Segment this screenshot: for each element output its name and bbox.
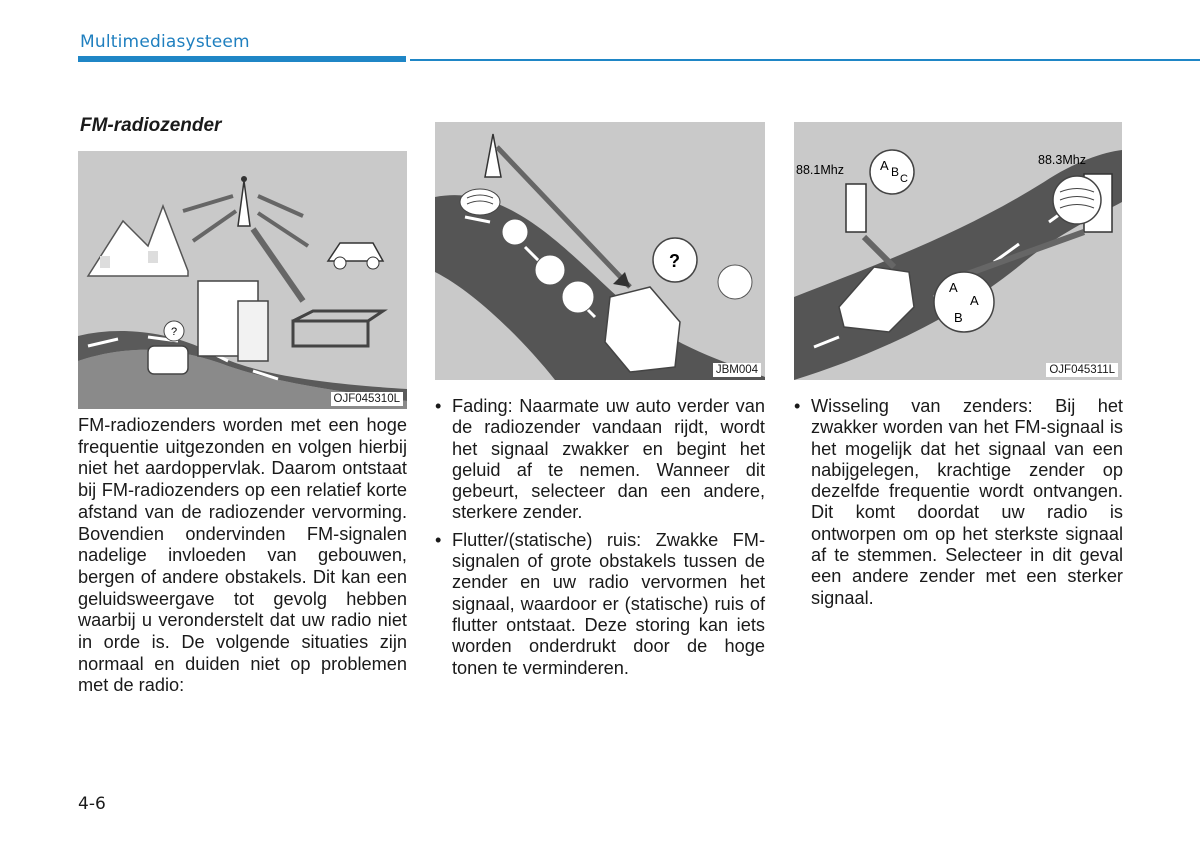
figure-fm-obstacles: [78, 151, 407, 409]
bullet-text-switching: Wisseling van zenders: Bij het zwakker worden van het FM-signaal is het mogelijk dat het signaal van een nabijgelegen, krachtige zender op dezelfde frequentie wordt ontvangen. Dit komt doordat uw radio is ontworpen om op het sterkste signaal af te stemmen. Selecteer in dit geval een andere zender met een sterker signaal.: [811, 396, 1123, 608]
figure-fading: [435, 122, 765, 380]
bullet-marker: •: [794, 396, 801, 416]
list-item: [435, 530, 765, 679]
fading-illustration: [435, 122, 765, 380]
figure-code: OJF045311L: [1046, 363, 1118, 377]
page-number: 4-6: [78, 794, 106, 814]
figure-code: OJF045310L: [331, 392, 404, 406]
svg-text:B: B: [954, 310, 963, 325]
section-title: FM-radiozender: [80, 115, 222, 136]
intro-paragraph: FM-radiozenders worden met een hoge frequentie uitgezonden en volgen hierbij niet het aardoppervlak. Daarom ontstaat bij FM-radiozenders op een relatief korte afstand van de radiozender vervorming. Bovendien ondervinden FM-signalen nadelige invloeden van gebouwen, bergen of andere obstakels. Dit kan een geluidsweergave tot gevolg hebben waarbij u veronderstelt dat uw radio niet in orde is. De volgende situaties zijn normaal en duiden niet op problemen met de radio:: [78, 415, 407, 696]
figure-code: JBM004: [713, 363, 761, 377]
bullet-marker: •: [435, 529, 442, 550]
frequency-label-right: 88.3Mhz: [1038, 153, 1086, 167]
running-header: Multimediasysteem: [80, 32, 250, 52]
svg-text:?: ?: [171, 326, 178, 338]
figure-station-switching: [794, 122, 1122, 380]
svg-text:B: B: [891, 165, 900, 179]
bullet-text-fading: Fading: Naarmate uw auto verder van de radiozender vandaan rijdt, wordt het signaal zwakker en begint het geluid af te nemen. Wanneer dit gebeurt, selecteer dan een andere, sterkere zender.: [452, 396, 765, 523]
list-item: [794, 396, 1123, 609]
bullet-list-fading-flutter: [435, 396, 765, 685]
svg-text:C: C: [900, 173, 908, 185]
svg-text:A: A: [949, 280, 958, 295]
svg-text:?: ?: [669, 251, 680, 271]
header-rule-thin: [410, 59, 1200, 61]
list-item: [435, 396, 765, 524]
bullet-list-station-switching: [794, 396, 1123, 615]
bullet-marker: •: [435, 396, 442, 416]
svg-text:A: A: [880, 158, 889, 173]
svg-text:A: A: [970, 293, 979, 308]
fm-obstacles-illustration: [78, 151, 407, 409]
station-switching-illustration: [794, 122, 1122, 380]
header-rule-thick: [78, 56, 406, 62]
bullet-text-flutter: Flutter/(statische) ruis: Zwakke FM-signalen of grote obstakels tussen de zender en uw radio vervormen het signaal, waardoor er (statische) ruis of flutter ontstaat. Deze storing kan iets worden onderdrukt door de hoge tonen te verminderen.: [452, 529, 765, 678]
frequency-label-left: 88.1Mhz: [796, 163, 844, 177]
